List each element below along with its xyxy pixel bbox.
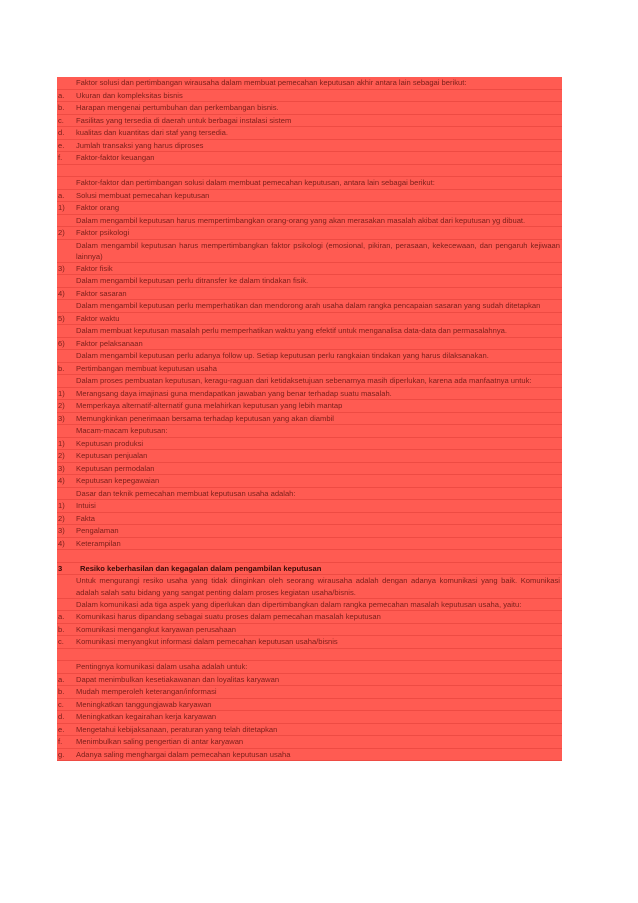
row-marker: b. [58, 687, 65, 697]
row-text: Pertimbangan membuat keputusan usaha [76, 363, 217, 373]
table-row [57, 202, 562, 215]
row-text [76, 550, 562, 562]
table-row [57, 636, 562, 649]
table-row [57, 500, 562, 513]
row-marker: 6) [58, 338, 65, 348]
table-row [57, 463, 562, 476]
row-text: Dapat menimbulkan kesetiakawanan dan loyalitas karyawan [76, 674, 280, 684]
row-marker: 3) [58, 413, 65, 423]
row-marker: 3) [58, 263, 65, 273]
table-row [57, 661, 562, 674]
row-marker [57, 77, 76, 89]
row-marker: 4) [58, 538, 65, 548]
row-marker: g. [58, 749, 65, 759]
table-row [57, 350, 562, 363]
row-text: Komunikasi mengangkut karyawan perusahaan [76, 624, 236, 634]
row-marker: c. [58, 699, 64, 709]
row-marker: c. [58, 115, 64, 125]
table-row [57, 190, 562, 203]
table-row [57, 400, 562, 413]
table-row [57, 711, 562, 724]
document-table [57, 77, 562, 761]
row-text: Meningkatkan kegairahan kerja karyawan [76, 712, 217, 722]
table-row [57, 288, 562, 301]
row-text: Merangsang daya imajinasi guna mendapatkan jawaban yang benar terhadap suatu masalah. [76, 388, 392, 398]
row-marker: 2) [58, 451, 65, 461]
table-row [57, 413, 562, 426]
row-text: Faktor-faktor keuangan [76, 153, 155, 162]
row-marker: f. [58, 737, 63, 747]
row-text: Macam-macam keputusan: [76, 426, 168, 436]
table-row [57, 263, 562, 276]
table-row [57, 450, 562, 463]
row-text: Fakta [76, 513, 95, 523]
row-marker: f. [58, 153, 63, 162]
row-text: Dalam mengambil keputusan perlu ditransfer ke dalam tindakan fisik. [76, 276, 309, 286]
row-marker [57, 240, 76, 262]
row-marker: 4) [58, 288, 65, 298]
table-row [57, 165, 562, 178]
table-row [57, 550, 562, 563]
table-row [57, 275, 562, 288]
row-marker [57, 599, 76, 611]
row-text: Dalam membuat keputusan masalah perlu memperhatikan waktu yang efektif untuk menganalisa data-data dan permasalahnya. [76, 326, 507, 336]
table-row [57, 227, 562, 240]
row-text: Faktor fisik [76, 263, 113, 273]
row-text: Dalam mengambil keputusan perlu adanya follow up. Setiap keputusan perlu rangkaian tindakan yang harus dilaksanakan. [76, 351, 489, 361]
row-text: Komunikasi harus dipandang sebagai suatu proses dalam pemecahan masalah keputusan [76, 612, 381, 622]
row-marker: d. [58, 712, 65, 722]
row-text: Dalam komunikasi ada tiga aspek yang diperlukan dan dipertimbangkan dalam rangka pemecahan masalah keputusan usaha, yaitu: [76, 599, 522, 609]
row-text: Ukuran dan kompleksitas bisnis [76, 90, 183, 100]
row-marker [57, 661, 76, 673]
row-text: Harapan mengenai pertumbuhan dan perkembangan bisnis. [76, 103, 279, 112]
table-row [57, 438, 562, 451]
table-row [57, 649, 562, 662]
table-row [57, 425, 562, 438]
table-row [57, 475, 562, 488]
row-text: Faktor-faktor dan pertimbangan solusi dalam membuat pemecahan keputusan, antara lain sebagai berikut: [76, 178, 435, 187]
row-marker [57, 325, 76, 337]
table-row [57, 513, 562, 526]
row-text: Untuk mengurangi resiko usaha yang tidak diinginkan oleh seorang wirausaha adalah dengan adanya komunikasi yang baik. Komunikasi adalah salah satu bidang yang sangat penting dalam proses kegiatan usaha/bisnis. [76, 576, 560, 597]
table-row [57, 127, 562, 140]
row-marker: 2) [58, 401, 65, 411]
row-marker [57, 300, 76, 312]
row-marker [57, 350, 76, 362]
row-text: Keputusan kepegawaian [76, 476, 160, 486]
row-text: Komunikasi menyangkut informasi dalam pemecahan keputusan usaha/bisnis [76, 637, 338, 647]
row-text: Pengalaman [76, 526, 119, 536]
table-row [57, 375, 562, 388]
row-marker: c. [58, 637, 64, 647]
table-row [57, 140, 562, 153]
row-marker: a. [58, 190, 65, 200]
row-marker: e. [58, 724, 65, 734]
table-row [57, 102, 562, 115]
row-text: Mengetahui kebijaksanaan, peraturan yang telah ditetapkan [76, 724, 278, 734]
row-marker: 2) [58, 513, 65, 523]
table-row [57, 624, 562, 637]
row-marker [57, 425, 76, 437]
table-row [57, 152, 562, 165]
row-marker [57, 275, 76, 287]
table-row [57, 77, 562, 90]
row-text: Jumlah transaksi yang harus diproses [76, 140, 204, 150]
row-text: Resiko keberhasilan dan kegagalan dalam pengambilan keputusan [80, 563, 322, 573]
row-marker [57, 375, 76, 387]
table-row [57, 325, 562, 338]
row-text: Dalam mengambil keputusan harus mempertimbangkan faktor psikologi (emosional, pikiran, perasaan, kekecewaan, dan pengaruh kejiwaan lainnya) [76, 240, 560, 261]
table-row [57, 338, 562, 351]
table-row [57, 300, 562, 313]
row-text: Keterampilan [76, 538, 121, 548]
row-text: Keputusan produksi [76, 438, 144, 448]
row-text: Faktor psikologi [76, 228, 130, 237]
row-text: Keputusan permodalan [76, 463, 155, 473]
row-marker: 3) [58, 463, 65, 473]
table-row [57, 90, 562, 103]
row-marker: b. [58, 624, 65, 634]
row-marker: 3) [58, 526, 65, 536]
table-row [57, 611, 562, 624]
row-text: Menimbulkan saling pengertian di antar karyawan [76, 737, 244, 747]
row-marker: 1) [58, 501, 65, 511]
row-text: Faktor solusi dan pertimbangan wirausaha dalam membuat pemecahan keputusan akhir antara lain sebagai berikut: [76, 78, 467, 87]
row-text: Dalam proses pembuatan keputusan, keragu-raguan dari ketidaksetujuan sebenarnya masih diperlukan, karena ada manfaatnya untuk: [76, 376, 532, 386]
table-row [57, 674, 562, 687]
row-text: Keputusan penjualan [76, 451, 148, 461]
row-marker: 4) [58, 476, 65, 486]
row-text: Dalam mengambil keputusan harus mempertimbangkan orang-orang yang akan merasakan masalah akibat dari keputusan yg dibuat. [76, 215, 526, 225]
row-text: Dasar dan teknik pemecahan membuat keputusan usaha adalah: [76, 488, 296, 498]
row-text: Fasilitas yang tersedia di daerah untuk berbagai instalasi sistem [76, 115, 292, 125]
row-text: Memungkinkan penerimaan bersama terhadap keputusan yang akan diambil [76, 413, 334, 423]
row-marker [57, 488, 76, 500]
row-marker: 2) [58, 228, 65, 237]
row-text: Meningkatkan tanggungjawab karyawan [76, 699, 212, 709]
row-text: Pentingnya komunikasi dalam usaha adalah untuk: [76, 662, 248, 672]
row-text: Faktor waktu [76, 313, 120, 323]
table-row [57, 215, 562, 228]
row-marker [57, 550, 76, 562]
row-marker: 3 [58, 563, 63, 573]
row-marker: a. [58, 674, 65, 684]
table-row [57, 488, 562, 501]
row-text [76, 649, 562, 661]
table-row [57, 388, 562, 401]
row-marker: 5) [58, 313, 65, 323]
row-text: Faktor pelaksanaan [76, 338, 143, 348]
row-marker [57, 165, 76, 177]
row-text: Solusi membuat pemecahan keputusan [76, 190, 210, 200]
row-marker: b. [58, 103, 65, 112]
row-text: Adanya saling menghargai dalam pemecahan keputusan usaha [76, 749, 291, 759]
table-row [57, 240, 562, 263]
row-marker [57, 177, 76, 189]
table-row [57, 749, 562, 762]
row-marker: d. [58, 128, 65, 137]
row-text: kualitas dan kuantitas dari staf yang tersedia. [76, 128, 228, 137]
row-marker: 1) [58, 203, 65, 212]
row-text [76, 165, 562, 177]
row-text: Memperkaya alternatif-alternatif guna melahirkan keputusan yang lebih mantap [76, 401, 343, 411]
table-row [57, 736, 562, 749]
table-row [57, 686, 562, 699]
table-row [57, 115, 562, 128]
row-text: Intuisi [76, 501, 96, 511]
table-row [57, 525, 562, 538]
row-text: Faktor sasaran [76, 288, 127, 298]
table-row [57, 575, 562, 598]
table-row [57, 177, 562, 190]
row-marker: e. [58, 140, 65, 150]
row-marker [57, 649, 76, 661]
row-marker: a. [58, 612, 65, 622]
table-row [57, 363, 562, 376]
table-row [57, 724, 562, 737]
table-row [57, 599, 562, 612]
row-text: Faktor orang [76, 203, 120, 212]
row-text: Mudah memperoleh keterangan/informasi [76, 687, 217, 697]
row-marker: a. [58, 90, 65, 100]
table-row [57, 538, 562, 551]
row-marker: 1) [58, 388, 65, 398]
row-marker [57, 575, 76, 597]
row-marker: 1) [58, 438, 65, 448]
section-heading-row [57, 563, 562, 576]
row-marker [57, 215, 76, 227]
row-text: Dalam mengambil keputusan perlu memperhatikan dan mendorong arah usaha dalam rangka pencapaian sasaran yang sudah ditetapkan [76, 301, 541, 311]
table-row [57, 699, 562, 712]
row-marker: b. [58, 363, 65, 373]
table-row [57, 313, 562, 326]
